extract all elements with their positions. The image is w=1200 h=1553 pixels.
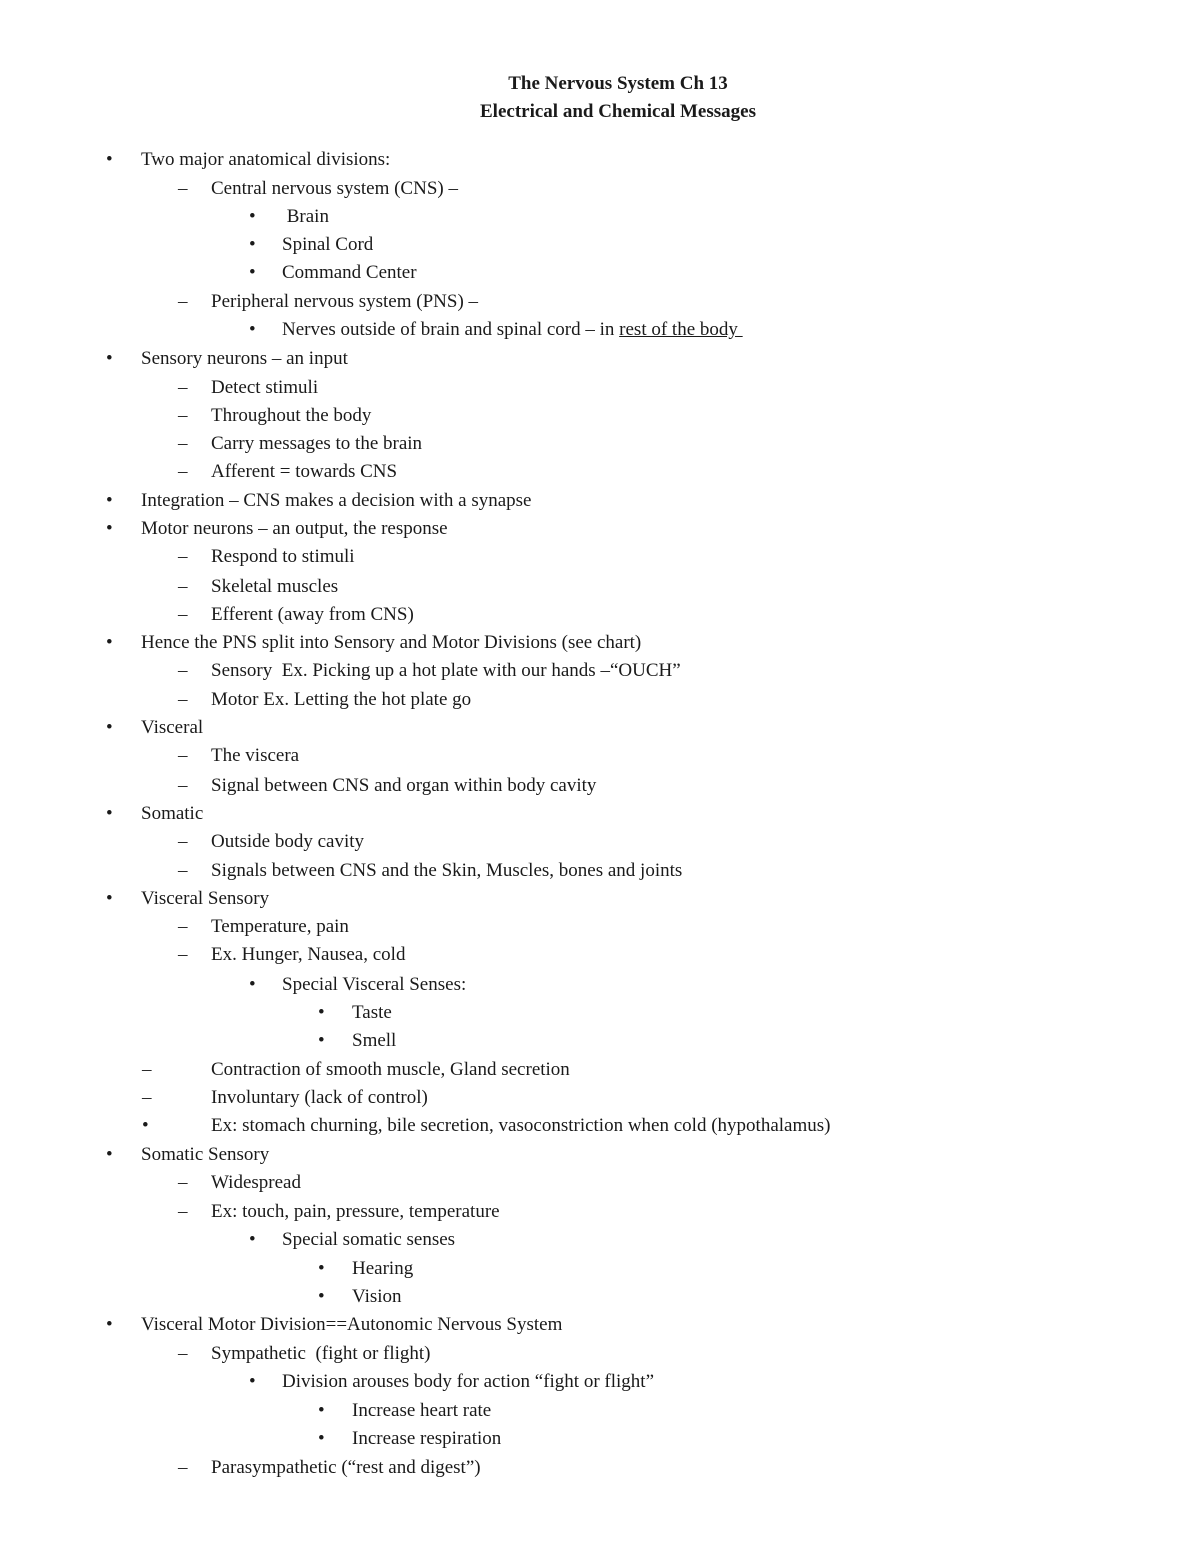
outline-item: [0, 941, 1160, 969]
dash-marker: –: [178, 377, 188, 398]
outline-item-text: [352, 1027, 396, 1055]
bullet-marker: •: [106, 1144, 113, 1165]
bullet-marker: •: [318, 1002, 325, 1023]
outline-item: [0, 573, 1160, 601]
outline-item-label: Motor Ex. Letting the hot plate go: [211, 689, 472, 710]
outline-item-text: [352, 1283, 402, 1311]
outline-item-text: [141, 714, 203, 742]
outline-item-text: [211, 657, 681, 685]
outline-item-text: [282, 1368, 654, 1396]
outline-item-text: [352, 1425, 501, 1453]
outline-item-label: Detect stimuli: [211, 377, 319, 398]
outline-item-label: Afferent = towards CNS: [211, 461, 398, 482]
dash-marker: –: [178, 660, 188, 681]
outline-item-text: [211, 1112, 830, 1140]
outline-item: [0, 543, 1160, 571]
outline-item: [0, 1454, 1160, 1482]
outline-item-label: Smell: [352, 1030, 397, 1051]
outline-item-text: [141, 345, 348, 373]
bullet-marker: •: [318, 1400, 325, 1421]
outline-item-label: Throughout the body: [211, 405, 372, 426]
outline-item-text: [211, 573, 338, 601]
outline-item-label: Parasympathetic (“rest and digest”): [211, 1457, 481, 1478]
outline-item-text: [211, 430, 422, 458]
dash-marker: –: [178, 831, 188, 852]
outline-item-label: Signals between CNS and the Skin, Muscles, bones and joints: [211, 860, 683, 881]
outline-item-label: Peripheral nervous system (PNS) –: [211, 291, 479, 312]
outline-item-text: [211, 828, 364, 856]
dash-marker: –: [178, 433, 188, 454]
outline-item: [0, 1169, 1160, 1197]
outline-item: [0, 1027, 1160, 1055]
outline-item-text: [282, 971, 466, 999]
outline-item-label: Increase heart rate: [352, 1400, 492, 1421]
outline-item-label: Brain: [282, 206, 329, 227]
outline-item-text: [141, 885, 269, 913]
outline-item-text: [211, 686, 471, 714]
outline-item: [0, 828, 1160, 856]
bullet-marker: •: [106, 518, 113, 539]
outline-item: [0, 458, 1160, 486]
dash-marker: –: [178, 689, 188, 710]
outline-item-label: Respond to stimuli: [211, 546, 355, 567]
outline-item-label: Efferent (away from CNS): [211, 604, 414, 625]
outline-item-label: Carry messages to the brain: [211, 433, 423, 454]
outline-item-label: Integration – CNS makes a decision with a synapse: [141, 490, 532, 511]
outline-item-text: [282, 316, 743, 344]
underlined-phrase: rest of the body: [619, 319, 743, 340]
outline-item: [0, 316, 1160, 344]
outline-item: [0, 1425, 1160, 1453]
outline-item-text: [211, 1169, 301, 1197]
bullet-marker: •: [249, 974, 256, 995]
outline-item-text: [211, 458, 397, 486]
outline-item-label: Special somatic senses: [282, 1229, 456, 1250]
outline-item-label: Vision: [352, 1286, 402, 1307]
outline-item-label: Widespread: [211, 1172, 301, 1193]
outline-item-text: [141, 515, 448, 543]
outline-item: [0, 714, 1160, 742]
outline-item-label: Somatic Sensory: [141, 1144, 270, 1165]
outline-item: [0, 487, 1160, 515]
outline-item-text: [211, 1340, 431, 1368]
dash-marker: –: [178, 178, 188, 199]
outline-item-label: Sensory neurons – an input: [141, 348, 348, 369]
outline-item-label: Division arouses body for action “fight or flight”: [282, 1371, 655, 1392]
outline-item-text: [141, 1311, 562, 1339]
outline-item-label: Motor neurons – an output, the response: [141, 518, 448, 539]
dash-marker: –: [178, 745, 188, 766]
outline-item-label: Hearing: [352, 1258, 414, 1279]
outline-item-text: [141, 1141, 269, 1169]
dash-marker: –: [142, 1087, 152, 1108]
outline-item-text: [352, 999, 392, 1027]
outline-item-label: The viscera: [211, 745, 300, 766]
outline-item: [0, 430, 1160, 458]
outline-item: [0, 686, 1160, 714]
outline-item: [0, 1397, 1160, 1425]
outline-item-text: [211, 1198, 500, 1226]
outline-item-label: Two major anatomical divisions:: [141, 149, 391, 170]
dash-marker: –: [178, 405, 188, 426]
dash-marker: –: [178, 1201, 188, 1222]
outline-item-text: [141, 487, 531, 515]
outline-item: [0, 345, 1160, 373]
outline-item-text: [211, 402, 371, 430]
outline-item-text: [352, 1397, 491, 1425]
outline-item-text: [211, 1454, 481, 1482]
outline-item-label: Ex: touch, pain, pressure, temperature: [211, 1201, 500, 1222]
outline-item-label: Central nervous system (CNS) –: [211, 178, 458, 199]
outline-item: [0, 203, 1160, 231]
outline-item-text: [211, 288, 478, 316]
outline-item-label: Taste: [352, 1002, 392, 1023]
outline-item-text: [141, 800, 203, 828]
bullet-marker: •: [106, 632, 113, 653]
outline-item: [0, 1340, 1160, 1368]
outline-item-text: [211, 913, 349, 941]
bullet-marker: •: [142, 1115, 149, 1136]
outline-item-label: Skeletal muscles: [211, 576, 339, 597]
outline-item: [0, 999, 1160, 1027]
outline-item-text: [211, 1084, 428, 1112]
outline-item: [0, 402, 1160, 430]
outline-item-label: Outside body cavity: [211, 831, 365, 852]
outline-item-label: Signal between CNS and organ within body cavity: [211, 775, 597, 796]
outline-item-text: [282, 259, 417, 287]
bullet-marker: •: [106, 490, 113, 511]
outline-item-label: Visceral Sensory: [141, 888, 270, 909]
outline-item-text: [211, 857, 682, 885]
outline-item: [0, 231, 1160, 259]
outline-item: [0, 800, 1160, 828]
outline-item: [0, 1226, 1160, 1254]
outline-item-text: [211, 374, 318, 402]
outline-item-label: Hence the PNS split into Sensory and Motor Divisions (see chart): [141, 632, 642, 653]
outline-item: [0, 857, 1160, 885]
dash-marker: –: [178, 775, 188, 796]
outline-item-text: [211, 1056, 570, 1084]
outline-item-text: [211, 742, 299, 770]
dash-marker: –: [178, 291, 188, 312]
bullet-marker: •: [106, 348, 113, 369]
outline-item-text: [211, 941, 405, 969]
dash-marker: –: [142, 1059, 152, 1080]
outline-item: [0, 971, 1160, 999]
outline-item: [0, 742, 1160, 770]
bullet-marker: •: [249, 1229, 256, 1250]
bullet-marker: •: [318, 1258, 325, 1279]
outline-item-label: Ex: stomach churning, bile secretion, vasoconstriction when cold (hypothalamus): [211, 1115, 831, 1136]
outline-item-label: Special Visceral Senses:: [282, 974, 467, 995]
outline-item: [0, 1368, 1160, 1396]
bullet-marker: •: [249, 234, 256, 255]
outline-item: [0, 1283, 1160, 1311]
dash-marker: –: [178, 604, 188, 625]
dash-marker: –: [178, 1457, 188, 1478]
outline-item-text: [282, 203, 329, 231]
dash-marker: –: [178, 461, 188, 482]
dash-marker: –: [178, 860, 188, 881]
outline-item-text: [352, 1255, 413, 1283]
outline-item: [0, 1084, 1160, 1112]
outline-item-label: Visceral Motor Division==Autonomic Nervous System: [141, 1314, 563, 1335]
outline-item-label: Involuntary (lack of control): [211, 1087, 428, 1108]
dash-marker: –: [178, 1172, 188, 1193]
outline-item-text: [211, 543, 355, 571]
outline-item: [0, 601, 1160, 629]
outline-item: [0, 259, 1160, 287]
outline-item: [0, 657, 1160, 685]
outline-item: [0, 146, 1160, 174]
outline-item: [0, 1112, 1160, 1140]
outline-item-text: [211, 175, 458, 203]
outline-item-label: Spinal Cord: [282, 234, 374, 255]
outline-item-label: Nerves outside of brain and spinal cord – in: [282, 319, 620, 340]
outline-item: [0, 913, 1160, 941]
outline-item-label: Visceral: [141, 717, 204, 738]
outline-item-text: [282, 1226, 455, 1254]
bullet-marker: •: [249, 262, 256, 283]
dash-marker: –: [178, 944, 188, 965]
dash-marker: –: [178, 1343, 188, 1364]
bullet-marker: •: [249, 206, 256, 227]
dash-marker: –: [178, 546, 188, 567]
dash-marker: –: [178, 916, 188, 937]
outline-item-text: [282, 231, 373, 259]
outline-item-label: Somatic: [141, 803, 204, 824]
bullet-marker: •: [249, 319, 256, 340]
outline-item: [0, 515, 1160, 543]
outline-item: [0, 1198, 1160, 1226]
outline-item: [0, 1311, 1160, 1339]
bullet-marker: •: [106, 1314, 113, 1335]
outline-item-text: [141, 629, 641, 657]
outline-item: [0, 288, 1160, 316]
outline-item-text: [211, 772, 596, 800]
outline-item: [0, 885, 1160, 913]
outline-item: [0, 1141, 1160, 1169]
bullet-marker: •: [106, 888, 113, 909]
bullet-marker: •: [318, 1428, 325, 1449]
outline-item: [0, 1255, 1160, 1283]
bullet-marker: •: [318, 1030, 325, 1051]
outline-item: [0, 374, 1160, 402]
outline-item-text: [141, 146, 390, 174]
outline-item: [0, 772, 1160, 800]
outline-item-text: [211, 601, 414, 629]
bullet-marker: •: [106, 803, 113, 824]
outline-item-label: Sensory Ex. Picking up a hot plate with our hands –“OUCH”: [211, 660, 681, 681]
outline-item-label: Sympathetic (fight or flight): [211, 1343, 431, 1364]
document-title: The Nervous System Ch 13: [508, 73, 728, 94]
outline-item: [0, 175, 1160, 203]
bullet-marker: •: [249, 1371, 256, 1392]
outline-item: [0, 1056, 1160, 1084]
outline-item: [0, 629, 1160, 657]
outline-item-label: Temperature, pain: [211, 916, 349, 937]
document-subtitle: Electrical and Chemical Messages: [480, 101, 756, 122]
bullet-marker: •: [106, 717, 113, 738]
dash-marker: –: [178, 576, 188, 597]
outline-item-label: Increase respiration: [352, 1428, 502, 1449]
bullet-marker: •: [318, 1286, 325, 1307]
outline-item-label: Contraction of smooth muscle, Gland secretion: [211, 1059, 570, 1080]
bullet-marker: •: [106, 149, 113, 170]
outline-item-label: Command Center: [282, 262, 417, 283]
outline-item-label: Ex. Hunger, Nausea, cold: [211, 944, 406, 965]
